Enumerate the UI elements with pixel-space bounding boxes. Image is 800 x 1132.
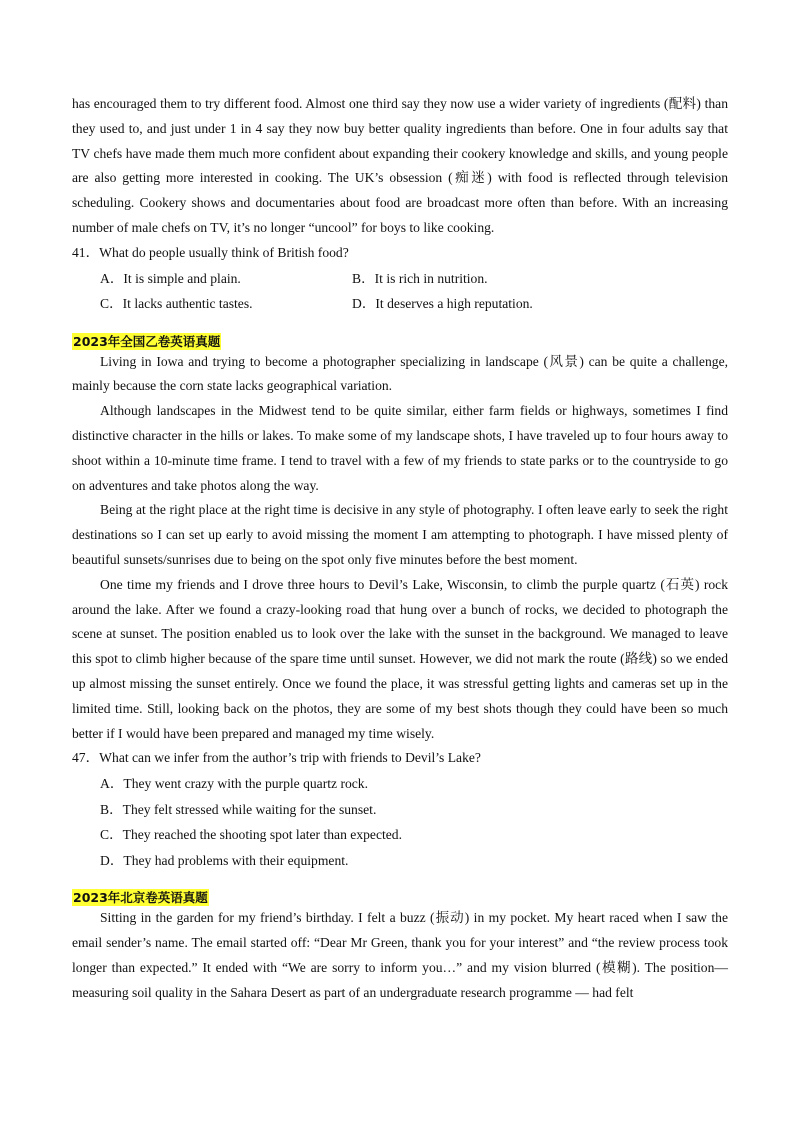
option-c: C．They reached the shooting spot later than expected.	[100, 827, 402, 843]
document-page	[72, 92, 728, 1005]
question-47-stem: 47．What can we infer from the author’s trip with friends to Devil’s Lake?	[72, 750, 481, 766]
option-a: A．It is simple and plain.	[100, 270, 241, 286]
option-b: B．They felt stressed while waiting for the sunset.	[100, 801, 377, 817]
question-41-options	[72, 266, 728, 317]
option-a: A．They went crazy with the purple quartz rock.	[100, 776, 368, 792]
paragraph: Although landscapes in the Midwest tend to be quite similar, either farm fields or highways, sometimes I find distinctive character in the hills or lakes. To make some of my landscape shots, I have traveled up to four hours away to shoot within a 10-minute time frame. I tend to travel with a few of my friends to state parks or to the countryside to go on adventures and take photos along the way.	[72, 403, 728, 493]
section-2023-beijing	[72, 889, 728, 1005]
option-d: D．They had problems with their equipment.	[100, 852, 349, 868]
section-heading: 2023年北京卷英语真题	[73, 890, 208, 906]
option-c: C．It lacks authentic tastes.	[100, 296, 253, 312]
question-41-stem: 41．What do people usually think of British food?	[72, 244, 349, 260]
question-41	[72, 241, 728, 317]
question-47-options	[72, 771, 728, 873]
section-2023-quanguo-yi	[72, 333, 728, 747]
paragraph: Living in Iowa and trying to become a photographer specializing in landscape (风景) can be quite a challenge, mainly because the corn state lacks geographical variation.	[72, 353, 728, 394]
option-d: D．It deserves a high reputation.	[352, 296, 533, 312]
intro-paragraph: has encouraged them to try different food. Almost one third say they now use a wider variety of ingredients (配料) than they used to, and just under 1 in 4 say they now buy better quality ingredients than before. One in four adults say that TV chefs have made them much more confident about expanding their cookery knowledge and skills, and young people are also getting more interested in cooking. The UK’s obsession (痴迷) with food is reflected through television scheduling. Cookery shows and documentaries about food are broadcast more often than before. With an increasing number of male chefs on TV, it’s no longer “uncool” for boys to like cooking.	[72, 96, 728, 235]
section-heading: 2023年全国乙卷英语真题	[73, 333, 221, 349]
paragraph: Being at the right place at the right time is decisive in any style of photography. I often leave early to seek the right destinations so I can set up early to avoid missing the moment I am attempting to photograph. I have missed plenty of beautiful sunsets/sunrises due to being on the spot only five minutes before the best moment.	[72, 502, 728, 567]
paragraph: One time my friends and I drove three hours to Devil’s Lake, Wisconsin, to climb the purple quartz (石英) rock around the lake. After we found a crazy-looking road that hung over a bunch of rocks, we decided to photograph the scene at sunset. The position enabled us to look over the lake with the sunset in the background. We managed to leave this spot to climb higher because of the spare time until sunset. However, we did not mark the route (路线) so we ended up almost missing the sunset entirely. Once we found the place, it was stressful getting lights and cameras set up in the limited time. Still, looking back on the photos, they are some of my best shots though they could have been so much better if I would have been prepared and managed my time wisely.	[72, 576, 728, 741]
option-b: B．It is rich in nutrition.	[352, 270, 488, 286]
question-47	[72, 746, 728, 873]
paragraph: Sitting in the garden for my friend’s birthday. I felt a buzz (振动) in my pocket. My heart raced when I saw the email sender’s name. The email started off: “Dear Mr Green, thank you for your interest” and “the review process took longer than expected.” It ended with “We are sorry to inform you…” and my vision blurred (模糊). The position—measuring soil quality in the Sahara Desert as part of an undergraduate research programme — had felt	[72, 910, 728, 1000]
